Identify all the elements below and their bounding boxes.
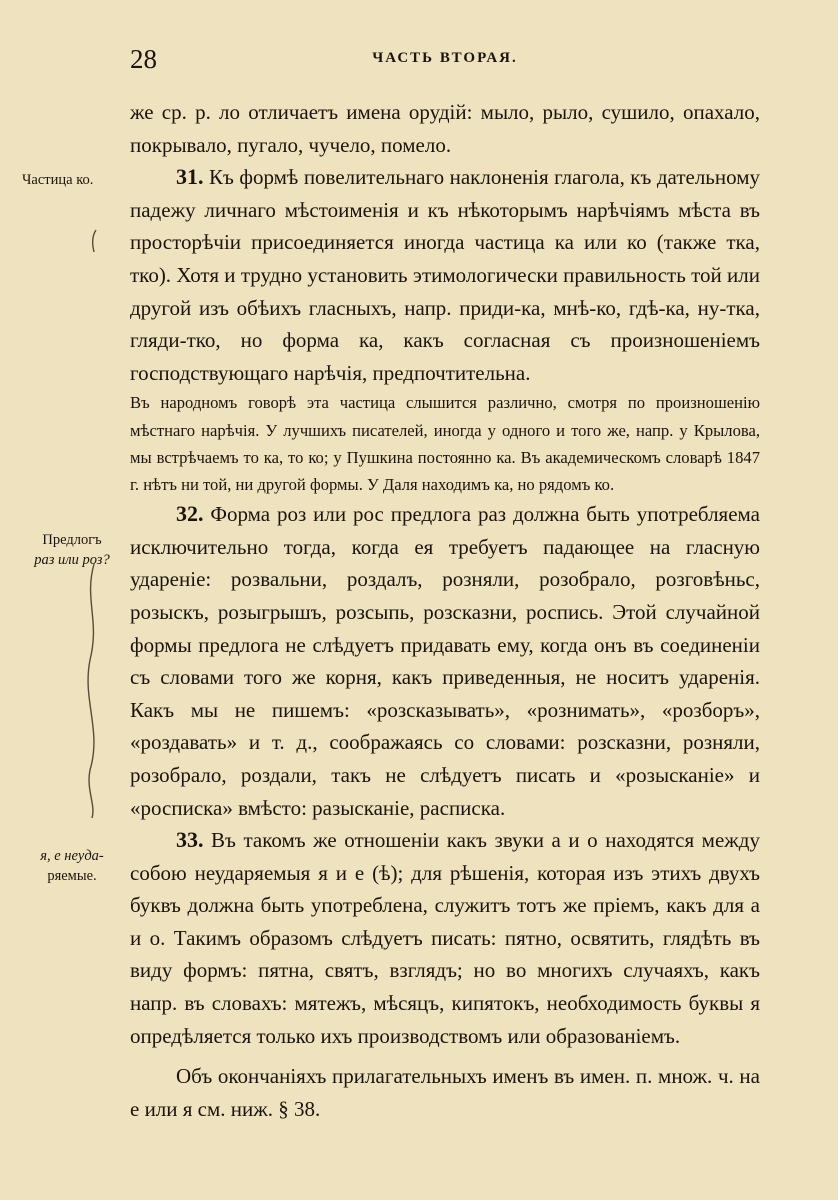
main-text	[130, 96, 760, 1125]
section-number: 31.	[176, 164, 204, 190]
sidenote-prefix-raz: Предлогъ раз или роз?	[34, 532, 110, 568]
section-31	[130, 161, 760, 389]
section-33	[130, 824, 760, 1052]
sidenote-unstressed: я, е неуда- ряемые.	[40, 848, 104, 884]
pencil-tick-mark	[88, 228, 100, 254]
section-text: Къ формѣ повелительнаго наклоненія глагола, къ дательному падежу личнаго мѣстоименія и къ нѣкоторымъ нарѣчіямъ мѣста въ просторѣчіи присоединяется иногда частица ка или ко (также тка, тко). Хотя и трудно установить этимологически правильность той или другой изъ обѣихъ гласныхъ, напр. приди-ка, мнѣ-ко, гдѣ-ка, ну-тка, гляди-тко, но форма ка, какъ согласная съ произношеніемъ господствующаго нарѣчія, предпочтительна.	[130, 165, 761, 385]
footnote-31: Въ народномъ говорѣ эта частица слышится различно, смотря по произношенію мѣстнаго нарѣчія. У лучшихъ писателей, иногда у одного и того же, напр. у Крылова, мы встрѣчаемъ то ка, то ко; у Пушкина постоянно ка. Въ академическомъ словарѣ 1847 г. нѣтъ ни той, ни другой формы. У Даля находимъ ка, но рядомъ ко.	[130, 393, 760, 494]
page-header	[130, 44, 760, 74]
paragraph-continued: же ср. р. ло отличаетъ имена орудій: мыло, рыло, сушило, опахало, покрывало, пугало, чучело, помело.	[130, 100, 760, 157]
section-text: Форма роз или рос предлога раз должна быть употребляема исключительно тогда, когда ея требуетъ падающее на гласную удареніе: розвальни, роздалъ, розняли, розобрало, розговѣньс, розыскъ, розыгрышъ, розсыпь, розсказни, роспись. Этой случайной формы предлога не слѣдуетъ придавать ему, когда онъ въ соединеніи съ словами того же корня, какъ приведенныя, не носитъ ударенія. Какъ мы не пишемъ: «розсказывать», «рознимать», «розборъ», «роздавать» и т. д., соображаясь со словами: розсказни, розняли, розобрало, роздали, такъ не слѣдуетъ писать и «розысканіе» и «росписка» вмѣсто: разысканіе, расписка.	[130, 502, 760, 820]
section-number: 33.	[176, 827, 204, 853]
section-32	[130, 498, 760, 824]
section-number: 32.	[176, 501, 204, 527]
running-title: ЧАСТЬ ВТОРАЯ.	[372, 50, 518, 66]
page-number: 28	[130, 44, 157, 74]
paragraph-final: Объ окончаніяхъ прилагательныхъ именъ въ имен. п. множ. ч. на е или я см. ниж. § 38.	[130, 1064, 760, 1121]
section-text: Въ такомъ же отношеніи какъ звуки а и о находятся между собою неударяемыя я и е (ѣ); для рѣшенія, которая изъ этихъ двухъ буквъ должна быть употреблена, служитъ тотъ же пріемъ, какъ для а и о. Такимъ образомъ слѣдуетъ писать: пятно, освятить, глядѣть въ виду формъ: пятна, святъ, взглядъ; но во многихъ случаяхъ, какъ напр. въ словахъ: мятежъ, мѣсяцъ, кипятокъ, необходимость буквы я опредѣляется только ихъ производствомъ или образованіемъ.	[130, 828, 760, 1048]
sidenote-particle-ko: Частица ко.	[22, 172, 94, 188]
pencil-bracket-mark	[80, 560, 104, 820]
